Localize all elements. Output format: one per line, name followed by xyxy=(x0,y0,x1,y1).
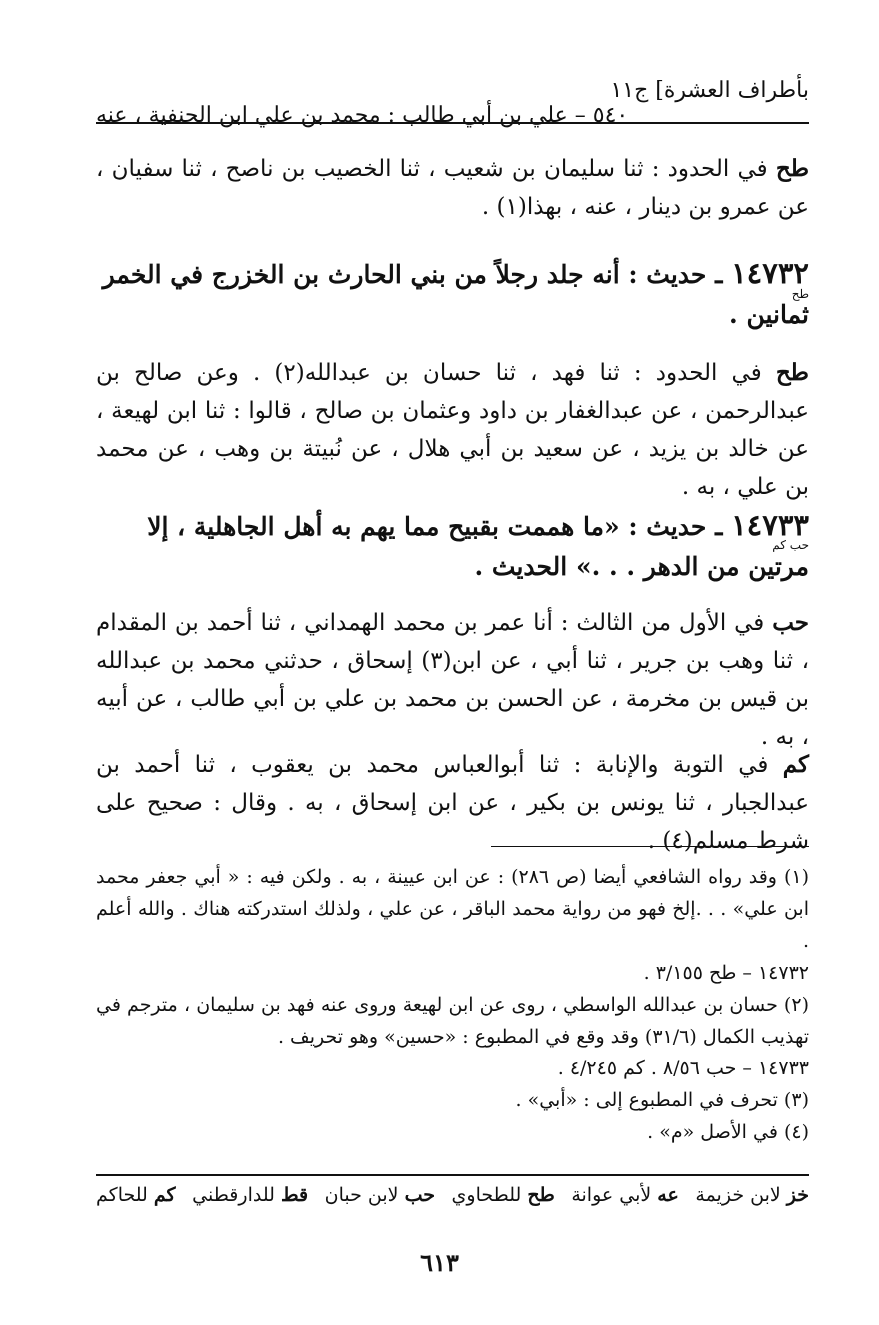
footnote-4: (٤) في الأصل «م» . xyxy=(647,1121,809,1144)
paragraph-text: في الحدود : ثنا سليمان بن شعيب ، ثنا الخصيب بن ناصح ، ثنا سفيان ، عن عمرو بن دينار ، عنه ، بهذا(١) . xyxy=(96,156,809,220)
source-code: حب xyxy=(772,609,809,636)
hadith-entry-14733 xyxy=(96,504,809,585)
source-code: طح xyxy=(775,155,809,182)
abbreviation-item: حب لابن حبان xyxy=(324,1184,435,1206)
footnote-reference-14732: ١٤٧٣٢ – طح ٣/١٥٥ . xyxy=(643,961,809,984)
hadith-source-codes: حب كم xyxy=(772,538,809,552)
paragraph-3 xyxy=(96,604,809,757)
hadith-entry-14732 xyxy=(96,252,809,333)
paragraph-text: في الأول من الثالث : أنا عمر بن محمد الهمداني ، ثنا أحمد بن المقدام ، ثنا وهب بن جرير ، ثنا أبي ، عن ابن(٣) إسحاق ، حدثني محمد بن عبدالله بن قيس بن مخرمة ، عن الحسن بن محمد بن علي بن أبي طالب ، عن أبيه ، به . xyxy=(96,610,809,750)
paragraph-text: في الحدود : ثنا فهد ، ثنا حسان بن عبدالله(٢) . وعن صالح بن عبدالرحمن ، عن عبدالغفار بن داود وعثمان بن صالح ، قالوا : ثنا ابن لهيعة ، عن خالد بن يزيد ، عن سعيد بن أبي هلال ، عن نُبيتة بن وهب ، عن محمد بن علي ، به . xyxy=(96,360,809,500)
paragraph-4 xyxy=(96,746,809,861)
abbreviation-key xyxy=(96,1184,809,1206)
hadith-text: ـ حديث : أنه جلد رجلاً من بني الحارث بن الخزرج في الخمر ثمانين . xyxy=(102,260,809,329)
hadith-source-codes: طح xyxy=(791,287,809,301)
footnote-reference-14733: ١٤٧٣٣ – حب ٨/٥٦ . كم ٤/٢٤٥ . xyxy=(557,1057,809,1080)
hadith-number: ١٤٧٣٢ xyxy=(731,256,809,290)
footnote-rule xyxy=(491,846,809,847)
abbreviation-item: كم للحاكم xyxy=(96,1184,176,1206)
running-header xyxy=(96,78,809,128)
paragraph-1 xyxy=(96,150,809,227)
abbreviation-rule xyxy=(96,1174,809,1176)
header-rule xyxy=(96,122,809,124)
abbreviation-item: قط للدارقطني xyxy=(192,1184,309,1206)
header-section-title: ٥٤٠ – علي بن أبي طالب : محمد بن علي ابن الحنفية ، عنه xyxy=(96,103,629,128)
abbreviation-item: خز لابن خزيمة xyxy=(695,1184,809,1206)
abbreviation-item: عه لأبي عوانة xyxy=(571,1184,679,1206)
paragraph-2 xyxy=(96,354,809,507)
page-number: ٦١٣ xyxy=(420,1248,459,1277)
footnote-1: (١) وقد رواه الشافعي أيضا (ص ٢٨٦) : عن ابن عيينة ، به . ولكن فيه : « أبي جعفر محمد ابن علي» . . .إلخ فهو من رواية محمد الباقر ، عن علي ، ولذلك استدركته هناك . والله أعلم . xyxy=(96,866,810,952)
source-code: طح xyxy=(775,359,809,386)
hadith-number: ١٤٧٣٣ xyxy=(731,508,809,542)
source-code: كم xyxy=(782,751,809,778)
paragraph-text: في التوبة والإنابة : ثنا أبوالعباس محمد بن يعقوب ، ثنا أحمد بن عبدالجبار ، ثنا يونس بن بكير ، عن ابن إسحاق ، به . وقال : صحيح على شرط مسلم(٤) . xyxy=(96,752,809,854)
footnotes xyxy=(96,862,809,1149)
footnote-2: (٢) حسان بن عبدالله الواسطي ، روى عن ابن لهيعة وروى عنه فهد بن سليمان ، مترجم في تهذيب الكمال (٣١/٦) وقد وقع في المطبوع : «حسين» وهو تحريف . xyxy=(96,993,809,1048)
footnote-3: (٣) تحرف في المطبوع إلى : «أبي» . xyxy=(515,1089,809,1112)
header-book-title: بأطراف العشرة] ج١١ xyxy=(610,78,809,103)
abbreviation-item: طح للطحاوي xyxy=(451,1184,555,1206)
hadith-text: ـ حديث : «ما هممت بقبيح مما يهم به أهل الجاهلية ، إلا مرتين من الدهر . . .» الحديث . xyxy=(147,512,809,581)
